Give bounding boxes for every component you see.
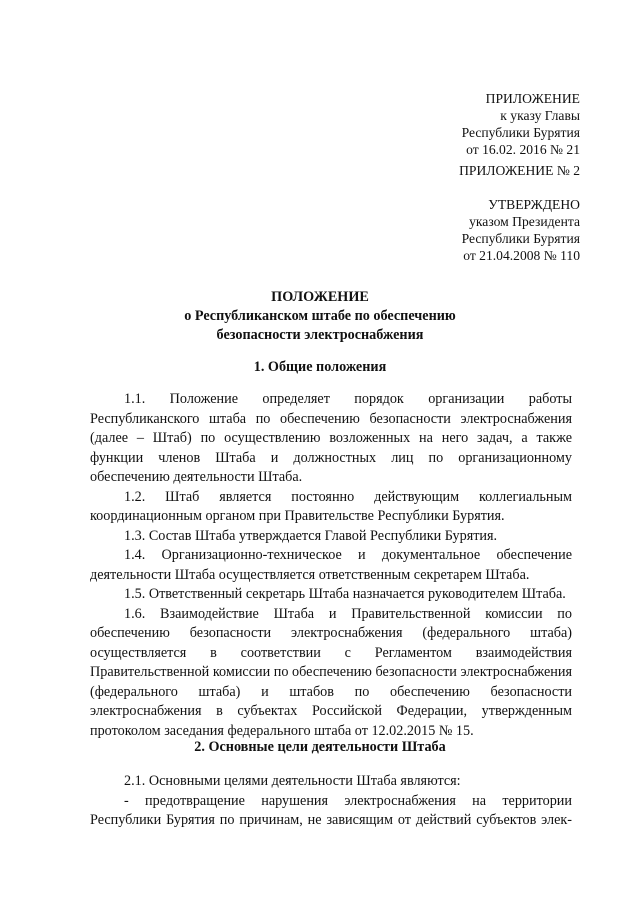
section-2-body [90,772,572,831]
appendix-header [462,90,580,158]
approval-decree: указом Президента [469,214,580,229]
paragraph-1-1: 1.1. Положение определяет порядок организации работы Республиканского штаба по обеспечению безопасности электроснабжения (далее – Штаб) по осуществлению возложенных на него задач, а также функции членов Штаба и должностных лиц по организационному обеспечению деятельности Штаба. [90,391,572,485]
title-line-1: ПОЛОЖЕНИЕ [271,289,369,305]
appendix-decree-ref: к указу Главы [500,108,580,123]
approval-block [462,196,580,264]
appendix-date: от 16.02. 2016 № 21 [466,142,580,157]
document-title [0,288,640,345]
paragraph-1-3: 1.3. Состав Штаба утверждается Главой Республики Бурятия. [124,527,498,544]
approval-republic: Республики Бурятия [461,231,580,246]
title-line-3: безопасности электроснабжения [216,327,424,343]
paragraph-1-4: 1.4. Организационно-техническое и документальное обеспечение деятельности Штаба осуществляется ответственным секретарем Штаба. [90,547,572,583]
title-line-2: о Республиканском штабе по обеспечению [184,308,456,324]
appendix-number-label: ПРИЛОЖЕНИЕ № 2 [459,163,580,178]
appendix-republic: Республики Бурятия [461,125,580,140]
appendix-number [459,162,580,179]
paragraph-2-1: 2.1. Основными целями деятельности Штаба являются: [124,773,461,789]
paragraph-1-5: 1.5. Ответственный секретарь Штаба назначается руководителем Штаба. [124,586,566,602]
section-1-heading: 1. Общие положения [253,359,387,375]
approval-label: УТВЕРЖДЕНО [488,197,580,212]
section-1-body [90,390,572,741]
appendix-label: ПРИЛОЖЕНИЕ [485,91,580,106]
section-2-heading: 2. Основные цели деятельности Штаба [194,739,446,755]
approval-date: от 21.04.2008 № 110 [463,248,580,263]
paragraph-1-6: 1.6. Взаимодействие Штаба и Правительственной комиссии по обеспечению безопасности электроснабжения (федерального штаба) осуществляется в соответствии с Регламентом взаимодействия Правительственной комиссии по обеспечению безопасности электроснабжения (федерального штаба) и штабов по обеспечению безопасности электроснабжения в субъектах Российской Федерации, утвержденным протоколом заседания федерального штаба от 12.02.2015 № 15. [90,605,572,739]
paragraph-2-1-item: - предотвращение нарушения электроснабжения на территории Республики Бурятия по причинам, не зависящим от действий субъектов элек- [90,792,572,828]
paragraph-1-2: 1.2. Штаб является постоянно действующим коллегиальным координационным органом при Правительстве Республики Бурятия. [90,488,572,524]
